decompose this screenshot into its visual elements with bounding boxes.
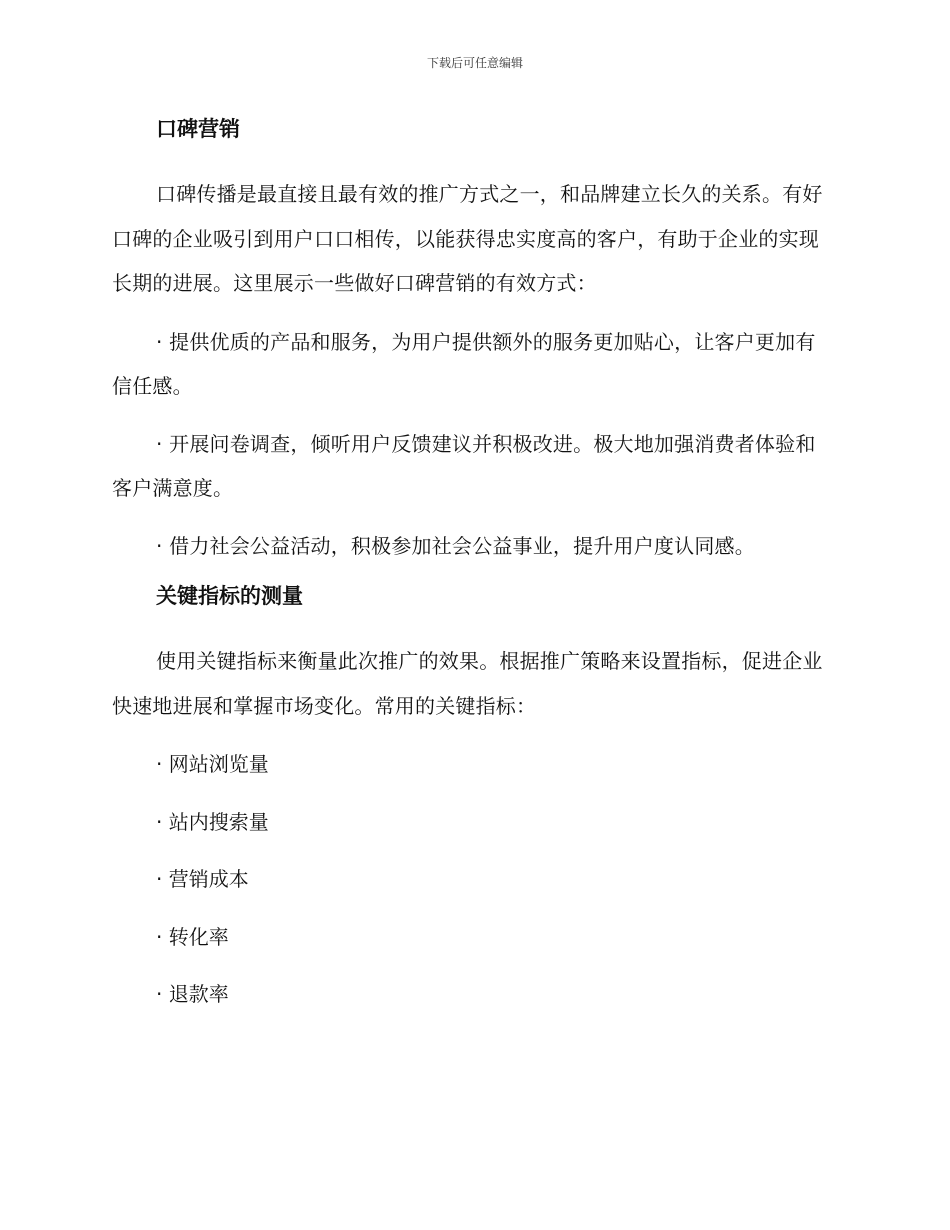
section-intro-key-metrics: 使用关键指标来衡量此次推广的效果。根据推广策略来设置指标，促进企业快速地进展和掌握市场变化。常用的关键指标：: [112, 649, 823, 718]
metric-item: · 站内搜索量: [156, 809, 269, 834]
section-title-word-of-mouth: 口碑营销: [156, 117, 240, 141]
section-title-key-metrics: 关键指标的测量: [156, 584, 303, 608]
bullet-item: · 借力社会公益活动，积极参加社会公益事业，提升用户度认同感。: [156, 533, 755, 558]
metric-item: · 营销成本: [156, 867, 249, 891]
bullet-item: · 开展问卷调查，倾听用户反馈建议并积极改进。极大地加强消费者体验和客户满意度。: [112, 431, 816, 500]
metric-item: · 转化率: [156, 924, 229, 949]
bullet-item: · 提供优质的产品和服务，为用户提供额外的服务更加贴心，让客户更加有信任感。: [112, 329, 816, 398]
metric-item: · 退款率: [156, 982, 229, 1006]
header-note: 下载后可任意编辑: [426, 56, 523, 70]
metric-item: · 网站浏览量: [156, 752, 269, 776]
document-body: [112, 114, 832, 1030]
section-intro-word-of-mouth: 口碑传播是最直接且最有效的推广方式之一，和品牌建立长久的关系。有好口碑的企业吸引到用户口口相传，以能获得忠实度高的客户，有助于企业的实现长期的进展。这里展示一些做好口碑营销的有效方式：: [112, 182, 823, 295]
